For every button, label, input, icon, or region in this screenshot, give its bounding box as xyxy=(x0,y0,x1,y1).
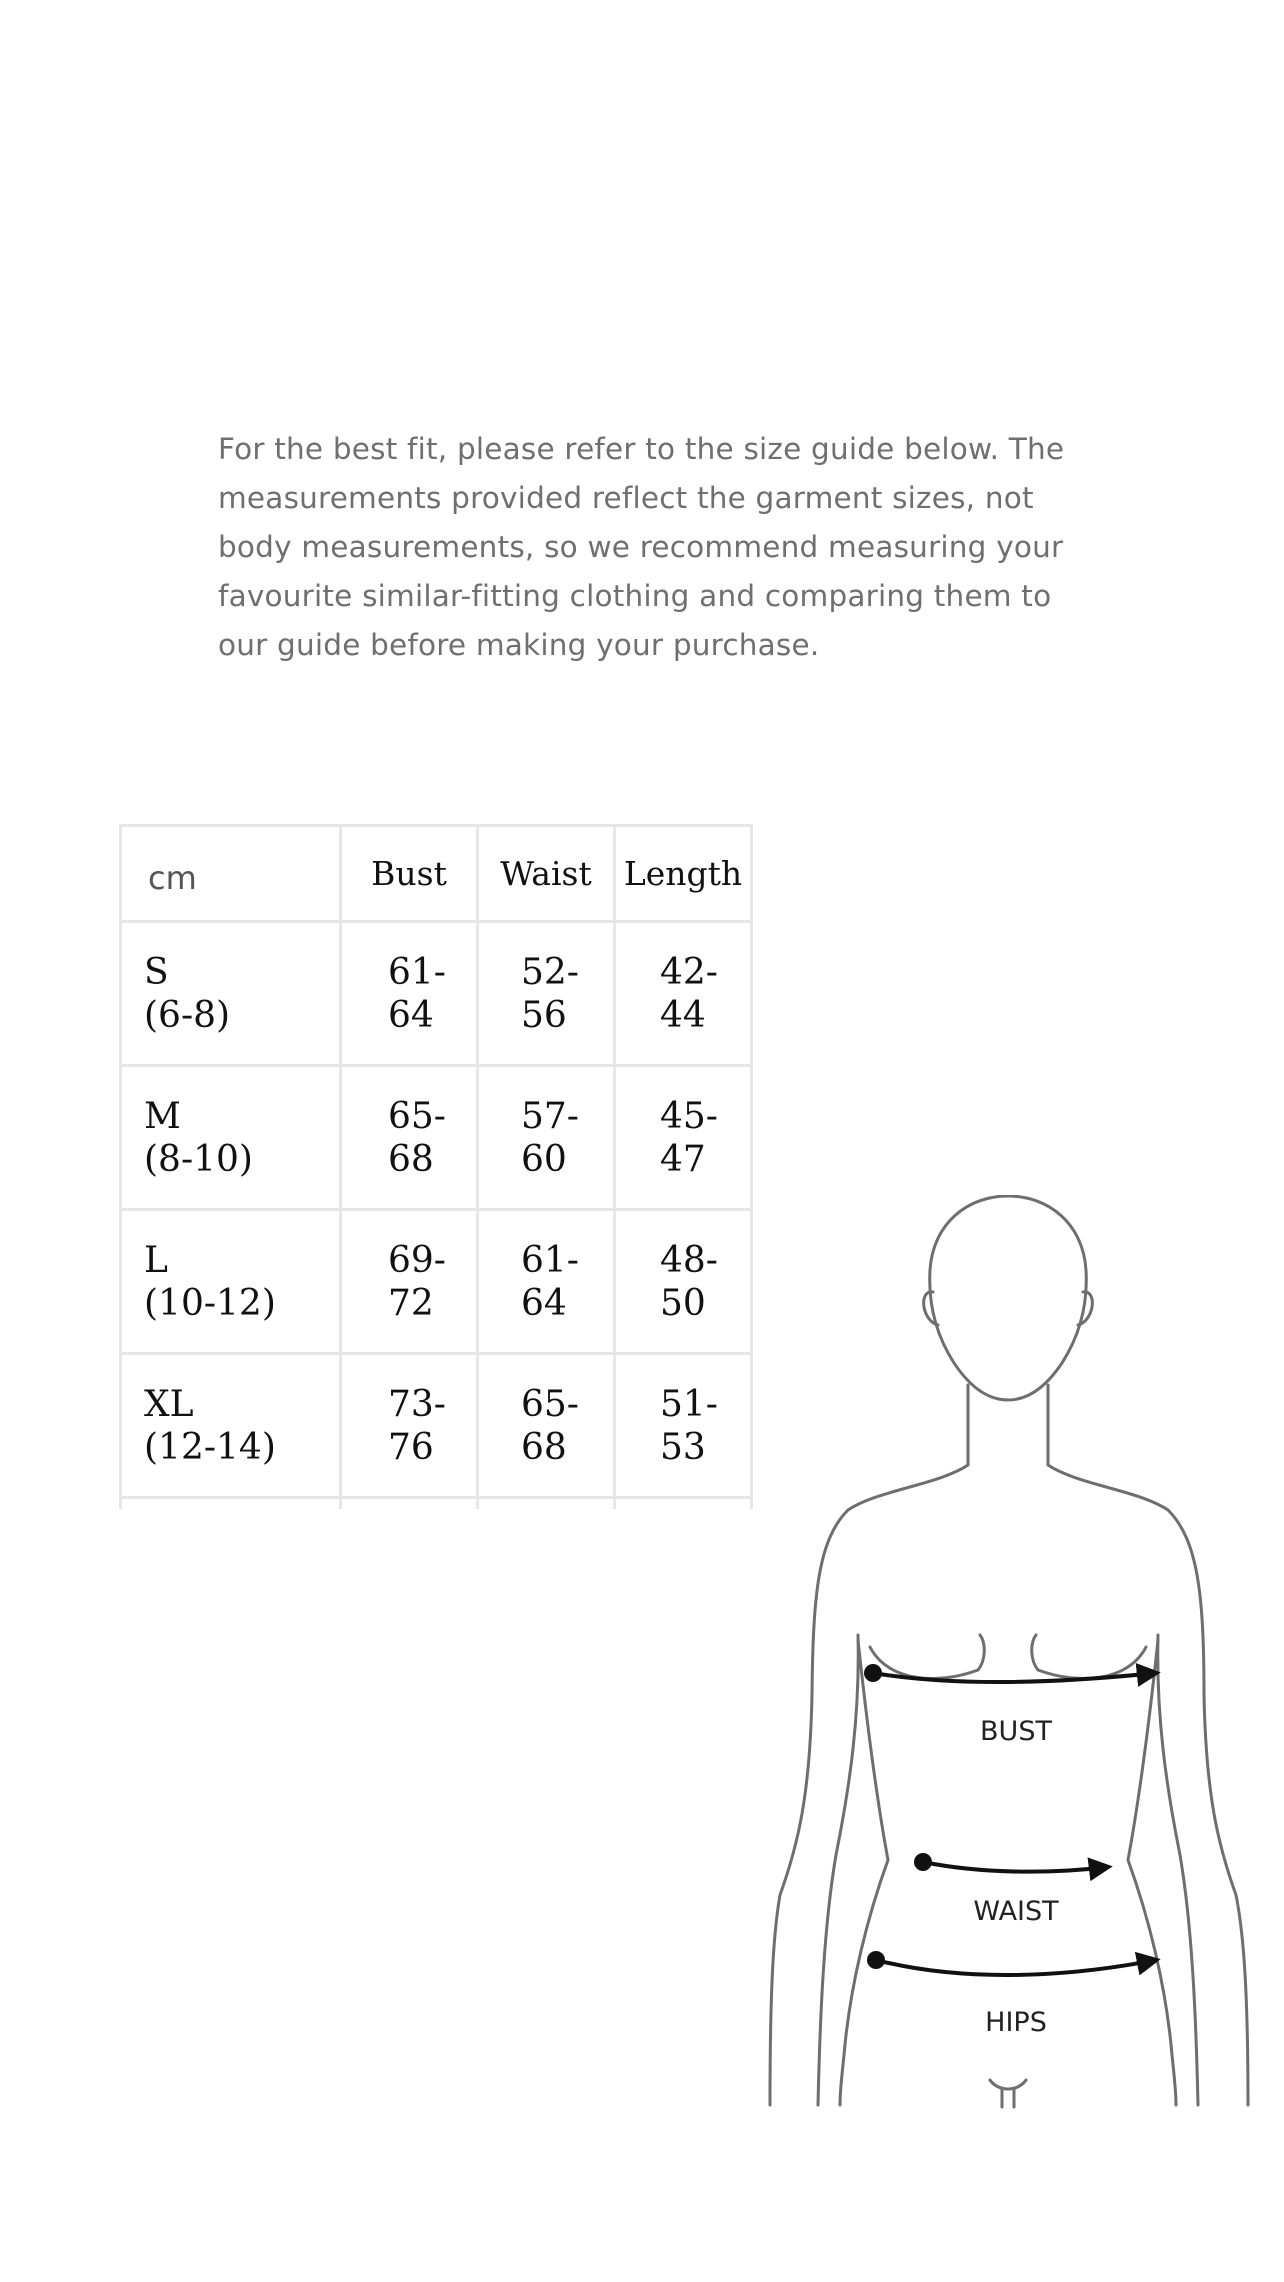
waist-max: 68 xyxy=(521,1426,567,1468)
table-cell-empty xyxy=(615,1498,752,1510)
length-cell xyxy=(615,1354,752,1498)
size-cell xyxy=(121,1354,341,1498)
table-cell-empty xyxy=(341,1498,478,1510)
size-au: (8-10) xyxy=(144,1138,253,1180)
length-max: 50 xyxy=(660,1282,706,1324)
waist-max: 64 xyxy=(521,1282,567,1324)
waist-max: 56 xyxy=(521,994,567,1036)
bust-max: 64 xyxy=(388,994,434,1036)
size-code: M xyxy=(144,1095,181,1137)
bust-min: 65- xyxy=(388,1095,446,1137)
size-code: XL xyxy=(144,1383,194,1425)
bust-curve-left xyxy=(870,1635,984,1679)
body-figure-illustration xyxy=(758,1195,1258,2115)
waist-min: 61- xyxy=(521,1239,579,1281)
bust-label: BUST xyxy=(980,1716,1052,1747)
waist-cell xyxy=(478,1354,615,1498)
bust-curve-right xyxy=(1032,1635,1146,1679)
bust-header: Bust xyxy=(341,826,478,922)
bust-max: 76 xyxy=(388,1426,434,1468)
table-row xyxy=(121,1210,752,1354)
waist-cell xyxy=(478,922,615,1066)
unit-header: cm xyxy=(121,826,341,922)
waist-max: 60 xyxy=(521,1138,567,1180)
length-cell xyxy=(615,1210,752,1354)
waist-label: WAIST xyxy=(973,1896,1059,1927)
bust-max: 68 xyxy=(388,1138,434,1180)
waist-cell xyxy=(478,1210,615,1354)
bust-cell xyxy=(341,1354,478,1498)
left-torso-side xyxy=(840,1640,888,2105)
bust-min: 61- xyxy=(388,951,446,993)
body-measurement-diagram xyxy=(758,1195,1258,2115)
length-header: Length xyxy=(615,826,752,922)
waist-measure-line xyxy=(923,1862,1108,1872)
bust-min: 69- xyxy=(388,1239,446,1281)
size-guide-intro: For the best fit, please refer to the size guide below. The measurements provided reflect the garment sizes, not body measurements, so we recommend measuring your favourite similar-fitting clothing and comparing them to our guide before making your purchase. xyxy=(218,432,1065,662)
bust-cell xyxy=(341,922,478,1066)
length-min: 48- xyxy=(660,1239,718,1281)
length-max: 47 xyxy=(660,1138,706,1180)
bust-cell xyxy=(341,1066,478,1210)
size-chart-table xyxy=(119,824,753,1509)
bust-max: 72 xyxy=(388,1282,434,1324)
crotch-line xyxy=(990,2080,1026,2089)
table-cell-empty xyxy=(478,1498,615,1510)
waist-measure-dot xyxy=(914,1853,932,1871)
size-code: L xyxy=(144,1239,168,1281)
size-au: (12-14) xyxy=(144,1426,276,1468)
right-torso-side xyxy=(1128,1640,1176,2105)
length-min: 45- xyxy=(660,1095,718,1137)
length-cell xyxy=(615,1066,752,1210)
size-au: (6-8) xyxy=(144,994,231,1036)
length-cell xyxy=(615,922,752,1066)
size-cell xyxy=(121,922,341,1066)
left-shoulder-arm xyxy=(770,1465,968,2105)
table-row xyxy=(121,1354,752,1498)
hips-label: HIPS xyxy=(985,2007,1047,2038)
hips-measure-line xyxy=(876,1960,1156,1975)
table-header-row xyxy=(121,826,752,922)
waist-cell xyxy=(478,1066,615,1210)
length-max: 53 xyxy=(660,1426,706,1468)
right-shoulder-arm xyxy=(1048,1465,1248,2105)
length-min: 42- xyxy=(660,951,718,993)
table-cell-empty xyxy=(121,1498,341,1510)
bust-cell xyxy=(341,1210,478,1354)
hips-measure-dot xyxy=(867,1951,885,1969)
table-row-cutoff xyxy=(121,1498,752,1510)
right-inner-arm xyxy=(1158,1635,1198,2105)
size-code: S xyxy=(144,951,169,993)
waist-min: 65- xyxy=(521,1383,579,1425)
waist-min: 57- xyxy=(521,1095,579,1137)
length-min: 51- xyxy=(660,1383,718,1425)
bust-min: 73- xyxy=(388,1383,446,1425)
table-row xyxy=(121,922,752,1066)
bust-measure-dot xyxy=(864,1664,882,1682)
table-row xyxy=(121,1066,752,1210)
size-au: (10-12) xyxy=(144,1282,276,1324)
left-inner-arm xyxy=(818,1635,858,2105)
size-cell xyxy=(121,1066,341,1210)
waist-min: 52- xyxy=(521,951,579,993)
size-cell xyxy=(121,1210,341,1354)
head-outline xyxy=(930,1196,1087,1400)
waist-header: Waist xyxy=(478,826,615,922)
length-max: 44 xyxy=(660,994,706,1036)
